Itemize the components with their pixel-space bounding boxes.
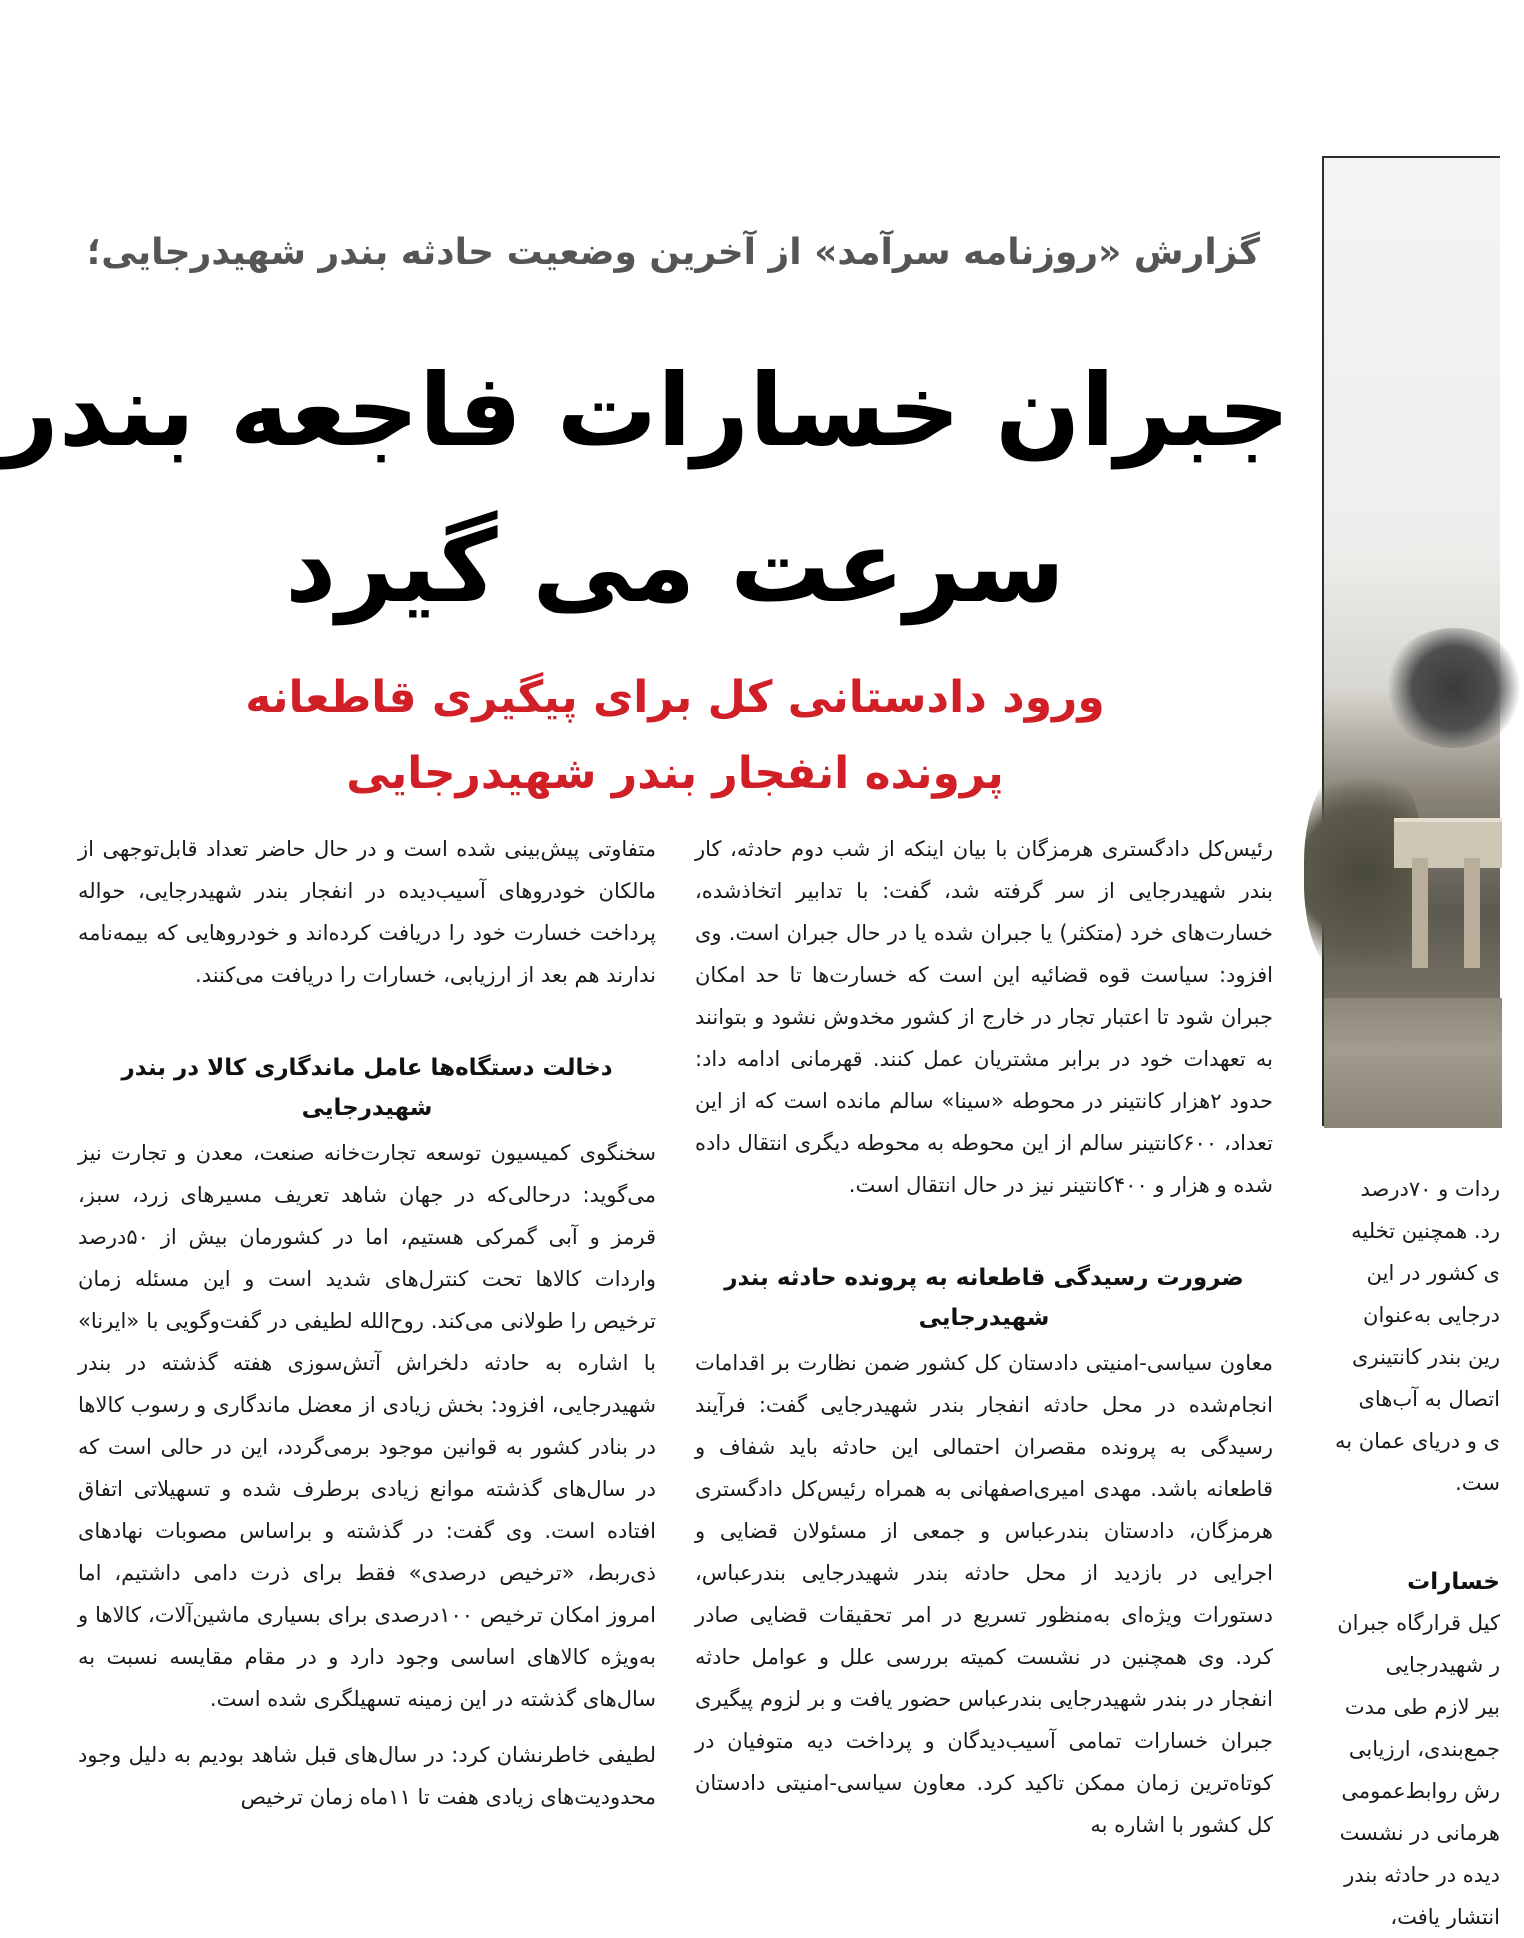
photo-structure [1394, 818, 1502, 868]
photo-post [1412, 858, 1428, 968]
paragraph: معاون سیاسی-امنیتی دادستان کل کشور ضمن نظارت بر اقدامات انجام‌شده در محل حادثه انفجار بندر شهیدرجایی گفت: فرآیند رسیدگی به پرونده مقصران احتمالی این حادثه باید شفاف و قاطعانه باشد. مهدی امیری‌اصفهانی به همراه رئیس‌کل دادگستری هرمزگان، دادستان بندرعباس و جمعی از مسئولان قضایی و اجرایی در بازدید از محل حادثه بندر شهیدرجایی بندرعباس، دستورات ویژه‌ای به‌منظور تسریع در امر تحقیقات قضایی صادر کرد. وی همچنین در نشست کمیته بررسی علل و عوامل حادثه انفجار در بندر شهیدرجایی بندرعباس حضور یافت و بر لزوم پیگیری جبران خسارات تمامی آسیب‌دیدگان و پرداخت دیه متوفیان در کوتاه‌ترین زمان ممکن تاکید کرد. معاون سیاسی-امنیتی دادستان کل کشور با اشاره به [695, 1351, 1273, 1837]
article-headline-line2: سرعت می گیرد [285, 508, 1065, 625]
photo-post [1464, 858, 1480, 968]
text-line: درجایی به‌عنوان [1363, 1303, 1500, 1327]
section-heading: دخالت دستگاه‌ها عامل ماندگاری کالا در بندر شهیدرجایی [121, 1055, 613, 1121]
article-column-middle [695, 828, 1273, 1898]
article-column-right-cut [1316, 1168, 1500, 1929]
text-line: ر شهیدرجایی [1385, 1653, 1500, 1677]
text-line: رش روابط‌عمومی [1341, 1779, 1500, 1803]
photo-ground [1324, 998, 1502, 1128]
paragraph: متفاوتی پیش‌بینی شده است و در حال حاضر تعداد قابل‌توجهی از مالکان خودروهای آسیب‌دیده در انفجار بندر شهیدرجایی، حواله پرداخت خسارت خود را دریافت کرده‌اند و خودروهایی که بیمه‌نامه ندارند هم بعد از ارزیابی، خسارات را دریافت می‌کنند. [78, 837, 656, 987]
text-line: اتصال به آب‌های [1358, 1387, 1500, 1411]
paragraph: سخنگوی کمیسیون توسعه تجارت‌خانه صنعت، معدن و تجارت نیز می‌گوید: درحالی‌که در جهان شاهد تعریف مسیرهای زرد، سبز، قرمز و آبی گمرکی هستیم، اما در کشورمان بیش از ۵۰درصد واردات کالاها تحت کنترل‌های شدید است و این مسئله زمان ترخیص را طولانی می‌کند. روح‌الله لطیفی در گفت‌وگویی با «ایرنا» با اشاره به حادثه دلخراش آتش‌سوزی هفته گذشته در بندر شهیدرجایی، افزود: بخش زیادی از معضل ماندگاری و رسوب کالاها در بنادر کشور به قوانین موجود برمی‌گردد، این در حالی است که در سال‌های گذشته موانع زیادی برطرف شده و تسهیلاتی اتفاق افتاده است. وی گفت: در گذشته و براساس مصوبات نهادهای ذی‌ربط، «ترخیص درصدی» فقط برای ذرت دامی داشتیم، اما امروز امکان ترخیص ۱۰۰درصدی برای بسیاری ماشین‌آلات، کالاها و به‌ویژه کالاهای اساسی وجود دارد و در مقام مقایسه نسبت به سال‌های گذشته در این زمینه تسهیلگری شده است. [78, 1141, 656, 1711]
text-line: دیده در حادثه بندر [1344, 1863, 1500, 1887]
text-line: ردات و ۷۰درصد [1360, 1177, 1500, 1201]
text-line: ست. [1455, 1471, 1500, 1495]
text-line: هرمانی در نشست [1339, 1821, 1500, 1845]
article-subhead-line2: پرونده انفجار بندر شهیدرجایی [346, 748, 1004, 799]
article-subhead-line1: ورود دادستانی کل برای پیگیری قاطعانه [245, 672, 1105, 723]
text-line: رین بندر کانتینری [1352, 1345, 1500, 1369]
article-headline-line1: جبران خسارات فاجعه بندر [1, 352, 1290, 469]
article-supertitle: گزارش «روزنامه سرآمد» از آخرین وضعیت حادثه بندر شهیدرجایی؛ [86, 232, 1260, 273]
text-line: انتشار یافت، [1390, 1905, 1500, 1929]
article-column-left [78, 828, 656, 1898]
photo-smoke [1384, 628, 1524, 748]
text-line: بیر لازم طی مدت [1344, 1695, 1500, 1719]
text-line: رد. همچنین تخلیه [1351, 1219, 1500, 1243]
text-line: جمع‌بندی، ارزیابی [1348, 1737, 1500, 1761]
photo-tree [1304, 758, 1424, 988]
text-line: ی کشور در این [1366, 1261, 1500, 1285]
section-heading: ضرورت رسیدگی قاطعانه به پرونده حادثه بندر شهیدرجایی [724, 1265, 1244, 1331]
text-line: ی و دریای عمان به [1334, 1429, 1500, 1453]
section-heading: خسارات [1407, 1569, 1500, 1595]
text-line: کیل قرارگاه جبران [1337, 1611, 1500, 1635]
paragraph: رئیس‌کل دادگستری هرمزگان با بیان اینکه از شب دوم حادثه، کار بندر شهیدرجایی از سر گرفته شد، گفت: با تدابیر اتخاذشده، خسارت‌های خرد (متکثر) یا جبران شده یا در حال جبران است. وی افزود: سیاست قوه قضائیه این است که خسارت‌ها تا حد امکان جبران شود تا اعتبار تجار در خارج از کشور مخدوش نشود و بتوانند به تعهدات خود در برابر مشتریان عمل کنند. قهرمانی ادامه داد: حدود ۲هزار کانتینر در محوطه «سینا» سالم مانده است که از این تعداد، ۶۰۰کانتینر سالم از این محوطه به محوطه دیگری انتقال داده شده و هزار و ۴۰۰کانتینر نیز در حال انتقال است. [695, 837, 1274, 1197]
paragraph: لطیفی خاطرنشان کرد: در سال‌های قبل شاهد بودیم به دلیل وجود محدودیت‌های زیادی هفت تا ۱۱ماه زمان ترخیص [78, 1743, 656, 1809]
news-photo [1322, 156, 1500, 1126]
